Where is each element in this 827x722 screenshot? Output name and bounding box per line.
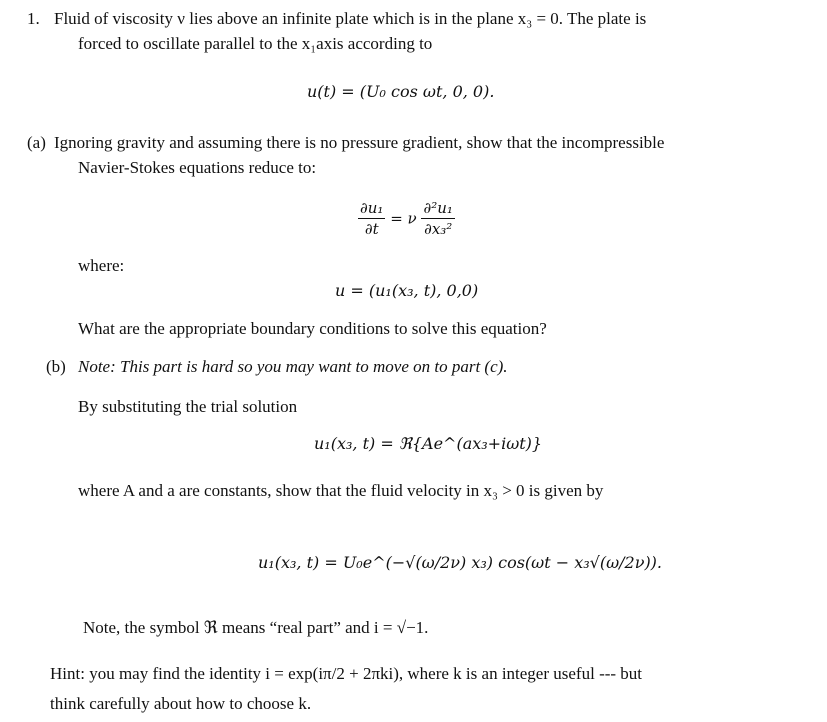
part-a-label: (a)	[27, 133, 46, 152]
where-label: where:	[78, 256, 125, 275]
question-number: 1.	[27, 9, 40, 28]
q1-line-1: Fluid of viscosity ν lies above an infinite plate which is in the plane x₃ = 0. The plate is	[54, 9, 647, 28]
equation-plate-velocity: u(t) = (U₀ cos ωt, 0, 0).	[307, 82, 495, 101]
equation-velocity-definition: u = (u₁(x₃, t), 0,0)	[335, 281, 479, 300]
lhs-denominator: ∂t	[364, 220, 379, 239]
part-b-label: (b)	[46, 357, 66, 376]
rhs-denominator: ∂x₃²	[424, 220, 453, 239]
hint-line-1: Hint: you may find the identity i = exp(iπ/2 + 2πki), where k is an integer useful --- but	[50, 664, 643, 683]
part-b-note: Note: This part is hard so you may want to move on to part (c).	[78, 357, 508, 376]
part-a-question: What are the appropriate boundary conditions to solve this equation?	[78, 319, 547, 338]
q1-line-2: forced to oscillate parallel to the x₁axis according to	[78, 34, 433, 53]
equation-trial-solution: u₁(x₃, t) = ℜ{Ae^(ax₃+iωt)}	[314, 434, 543, 453]
part-b-where-line: where A and a are constants, show that the fluid velocity in x₃ > 0 is given by	[78, 481, 604, 500]
lhs-numerator: ∂u₁	[358, 200, 385, 219]
equation-diffusion	[358, 200, 455, 239]
rhs-numerator: ∂²u₁	[421, 200, 454, 219]
equation-velocity-solution: u₁(x₃, t) = U₀e^(−√(ω/2ν) x₃) cos(ωt − x₃√(ω/2ν)).	[258, 553, 663, 572]
note-real-part: Note, the symbol ℜ means “real part” and i = √−1.	[83, 618, 429, 637]
hint-line-2: think carefully about how to choose k.	[50, 694, 312, 713]
part-b-substitute-line: By substituting the trial solution	[78, 397, 298, 416]
equation-middle: = ν	[390, 209, 417, 228]
part-a-line-1: Ignoring gravity and assuming there is no pressure gradient, show that the incompressible	[54, 133, 665, 152]
part-a-line-2: Navier-Stokes equations reduce to:	[78, 158, 317, 177]
